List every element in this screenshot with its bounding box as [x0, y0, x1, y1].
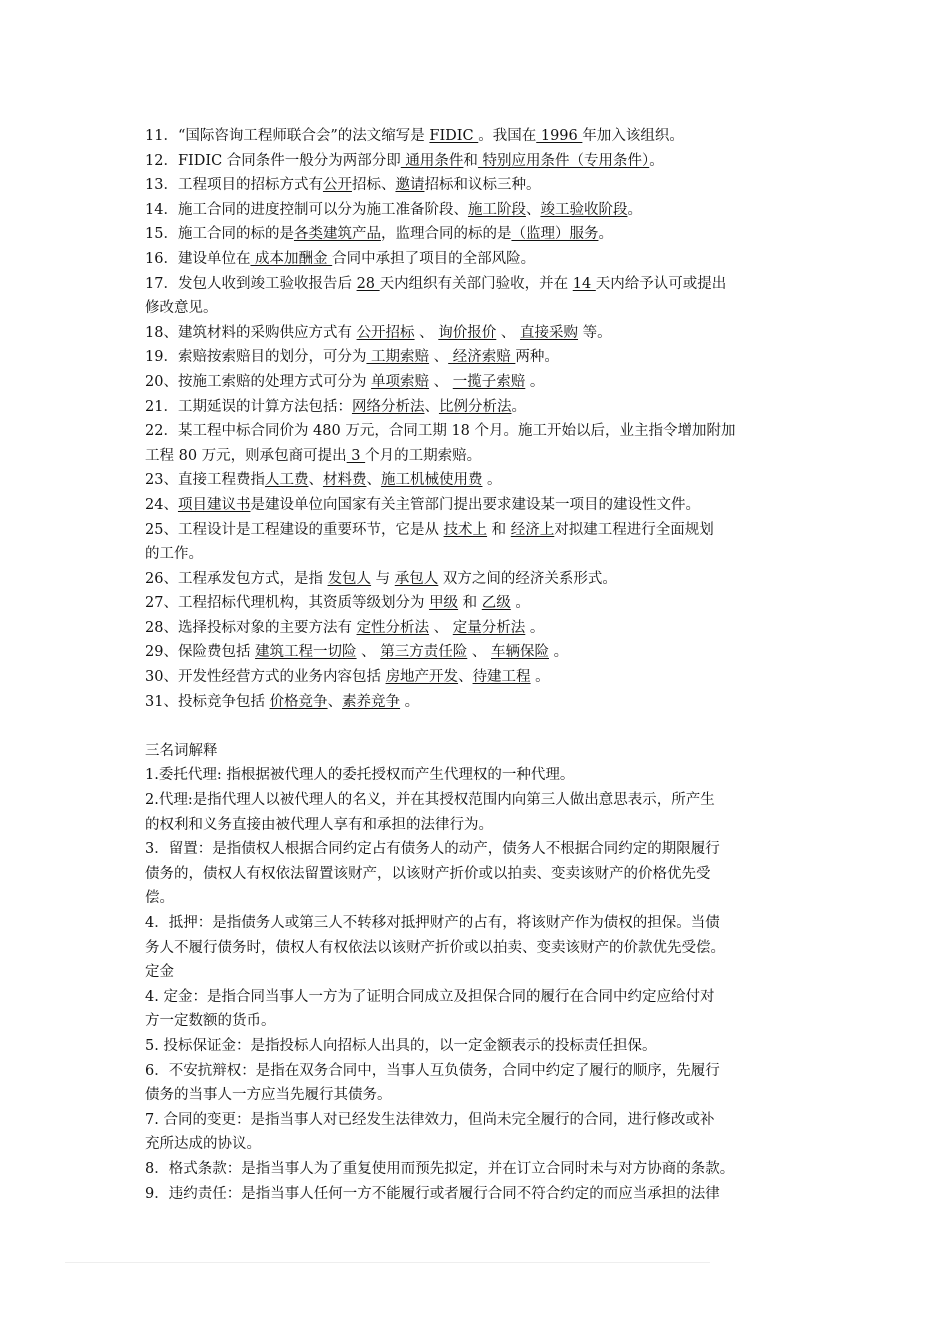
- question-text: 13．工程项目的招标方式有: [145, 177, 323, 194]
- definitions-list: [145, 763, 845, 1206]
- question-text: 16．建设单位在: [145, 250, 251, 267]
- question-text: 招标、: [351, 177, 396, 194]
- question-text: 修改意见。: [145, 300, 218, 317]
- definition-line: 6．不安抗辩权：是指在双务合同中，当事人互负债务，合同中约定了履行的顺序，先履行: [145, 1062, 720, 1079]
- answer-blank: 定性分析法: [356, 619, 430, 636]
- answer-blank: 1996: [536, 128, 583, 144]
- question-text: 招标和议标三种。: [424, 177, 541, 194]
- document-body: [145, 124, 845, 1206]
- question-text: 、: [414, 324, 439, 341]
- fill-in-line: [145, 370, 845, 395]
- answer-blank: 素养竞争: [342, 693, 401, 710]
- question-text: 31、投标竞争包括: [145, 693, 270, 710]
- definition-line: 充所达成的协议。: [145, 1136, 261, 1153]
- answer-blank: 人工费: [264, 472, 309, 489]
- answer-blank: 竣工验收阶段: [540, 201, 628, 218]
- fill-in-line: [145, 124, 845, 149]
- answer-blank: 直接采购: [520, 324, 578, 341]
- question-text: 20、按施工索赔的处理方式可分为: [145, 373, 372, 390]
- question-text: 28、选择投标对象的主要方法有: [145, 619, 357, 636]
- answer-blank: 承包人: [394, 570, 439, 587]
- answer-blank: 建筑工程一切险: [255, 644, 357, 661]
- question-text: 、: [356, 644, 381, 661]
- question-text: 、: [429, 619, 453, 636]
- definition-line: 7. 合同的变更：是指当事人对已经发生法律效力，但尚未完全履行的合同，进行修改或补: [145, 1111, 715, 1128]
- question-text: 22．某工程中标合同价为 480 万元，合同工期 18 个月。施工开始以后，业主指令增加附加: [145, 423, 736, 440]
- fill-in-line: [145, 444, 845, 469]
- definition-line: 方一定数额的货币。: [145, 1013, 276, 1030]
- answer-blank: 14: [572, 275, 596, 292]
- answer-blank: 定量分析法: [452, 619, 526, 636]
- fill-in-line: [145, 272, 845, 297]
- question-text: 17．发包人收到竣工验收报告后: [145, 275, 357, 292]
- answer-blank: 待建工程: [472, 669, 531, 686]
- answer-blank: 经济上: [510, 521, 555, 538]
- question-text: 18、建筑材料的采购供应方式有: [145, 324, 357, 341]
- question-text: 、: [327, 693, 343, 710]
- fill-in-line: [145, 419, 845, 444]
- question-text: 天内给予认可或提出: [595, 275, 727, 292]
- question-text: 23、直接工程费指: [145, 472, 265, 489]
- question-text: 的工作。: [145, 546, 203, 563]
- question-text: 、: [429, 373, 453, 390]
- definition-line: 偿。: [145, 890, 174, 907]
- question-text: 26、工程承发包方式，是指: [145, 570, 328, 587]
- question-text: 、: [308, 472, 323, 489]
- fill-in-line: [145, 173, 845, 198]
- definition-line: 5. 投标保证金：是指投标人向招标人出具的，以一定金额表示的投标责任担保。: [145, 1037, 657, 1054]
- answer-blank: 成本加酬金: [250, 250, 333, 267]
- definition-line: 债务的，债权人有权依法留置该财产，以该财产折价或以拍卖、变卖该财产的价格优先受: [145, 865, 711, 882]
- fill-in-line: [145, 321, 845, 346]
- answer-blank: 邀请: [395, 177, 425, 194]
- question-text: 和: [487, 521, 511, 538]
- question-text: 29、保险费包括: [145, 644, 256, 661]
- answer-blank: 甲级: [429, 595, 459, 612]
- question-text: 、: [496, 324, 520, 341]
- answer-blank: 公开招标: [356, 324, 415, 341]
- question-text: 。: [511, 398, 526, 415]
- answer-blank: 发包人: [327, 570, 372, 587]
- question-text: 个月的工期索赔。: [365, 447, 482, 464]
- question-text: 工程 80 万元，则承包商可提出: [145, 447, 347, 464]
- definition-line: 的权利和义务直接由被代理人享有和承担的法律行为。: [145, 816, 493, 833]
- answer-blank: 单项索赔: [371, 373, 430, 390]
- fill-in-line: [145, 493, 845, 518]
- question-text: 12．FIDIC 合同条件一般分为两部分即: [145, 152, 401, 169]
- answer-blank: 特别应用条件（专用条件）: [477, 152, 650, 169]
- fill-in-line: [145, 247, 845, 272]
- answer-blank: 材料费: [322, 472, 367, 489]
- fill-in-line: [145, 665, 845, 690]
- question-text: 、: [366, 472, 381, 489]
- question-text: 。: [598, 226, 613, 243]
- section-gap: [145, 714, 845, 739]
- answer-blank: 施工机械使用费: [380, 472, 483, 489]
- question-text: 19．索赔按索赔目的划分，可分为: [145, 349, 367, 366]
- question-text: 、: [458, 669, 473, 686]
- answer-blank: 各类建筑产品: [293, 226, 381, 243]
- answer-blank: 询价报价: [438, 324, 497, 341]
- answer-blank: 经济索赔: [448, 349, 516, 366]
- question-text: 年加入该组织。: [582, 128, 684, 144]
- answer-blank: 项目建议书: [177, 496, 251, 513]
- question-text: 双方之间的经济关系形式。: [438, 570, 617, 587]
- answer-blank: （监理）服务: [511, 226, 599, 243]
- footer-divider: [65, 1262, 710, 1263]
- question-text: 、: [467, 644, 491, 661]
- question-text: 。: [482, 472, 502, 489]
- question-text: 。: [627, 201, 642, 218]
- question-text: 对拟建工程进行全面规划: [554, 521, 714, 538]
- definition-line: 定金: [145, 964, 174, 981]
- definition-line: 3．留置：是指债权人根据合同约定占有债务人的动产，债务人不根据合同约定的期限履行: [145, 841, 720, 858]
- question-text: 、: [525, 201, 541, 218]
- question-text: 两种。: [515, 349, 559, 366]
- fill-in-line: [145, 198, 845, 223]
- question-text: 30、开发性经营方式的业务内容包括: [145, 669, 386, 686]
- answer-blank: 公开: [322, 177, 352, 194]
- definition-line: 务人不履行债务时，债权人有权依法以该财产折价或以拍卖、变卖该财产的价款优先受偿。: [145, 939, 725, 956]
- answer-blank: 网络分析法: [351, 398, 425, 415]
- fill-in-line: [145, 567, 845, 592]
- question-text: 、: [429, 349, 449, 366]
- question-text: 等。: [578, 324, 612, 341]
- question-text: 27、工程招标代理机构，其资质等级划分为: [145, 595, 430, 612]
- answer-blank: 通用条件: [400, 152, 464, 169]
- answer-blank: 工期索赔: [366, 349, 430, 366]
- fill-in-line: [145, 296, 845, 321]
- fill-in-line: [145, 468, 845, 493]
- answer-blank: 价格竞争: [269, 693, 328, 710]
- question-text: ，监理合同的标的是: [380, 226, 512, 243]
- question-text: 24、: [145, 496, 178, 513]
- definition-line: 债务的当事人一方应当先履行其债务。: [145, 1087, 392, 1104]
- answer-blank: 车辆保险: [491, 644, 549, 661]
- fill-in-line: [145, 616, 845, 641]
- answer-blank: 28: [356, 275, 380, 292]
- question-text: 。我国在: [478, 128, 537, 144]
- question-text: 和: [463, 152, 478, 169]
- fill-in-line: [145, 222, 845, 247]
- definition-line: 8．格式条款：是指当事人为了重复使用而预先拟定，并在订立合同时未与对方协商的条款。: [145, 1160, 735, 1177]
- question-text: 14．施工合同的进度控制可以分为施工准备阶段、: [145, 201, 468, 218]
- question-text: 15．施工合同的标的是: [145, 226, 294, 243]
- definition-line: 4．抵押：是指债务人或第三人不转移对抵押财产的占有，将该财产作为债权的担保。当债: [145, 915, 720, 931]
- answer-blank: 比例分析法: [438, 398, 512, 415]
- question-text: 21．工期延误的计算方法包括：: [145, 398, 352, 415]
- question-text: 11．“国际咨询工程师联合会”的法文缩写是: [145, 128, 430, 144]
- question-text: 。: [649, 152, 664, 169]
- answer-blank: FIDIC: [429, 128, 479, 144]
- definition-line: 9．违约责任：是指当事人任何一方不能履行或者履行合同不符合约定的而应当承担的法律: [145, 1185, 720, 1202]
- answer-blank: 技术上: [443, 521, 488, 538]
- section-title: 三名词解释: [145, 742, 218, 759]
- question-text: 。: [525, 619, 545, 636]
- question-text: 。: [510, 595, 530, 612]
- question-text: 。: [525, 373, 545, 390]
- definition-line: 1.委托代理: 指根据被代理人的委托授权而产生代理权的一种代理。: [145, 767, 575, 784]
- definition-line: 4. 定金：是指合同当事人一方为了证明合同成立及担保合同的履行在合同中约定应给付对: [145, 988, 715, 1005]
- answer-blank: 一揽子索赔: [452, 373, 526, 390]
- question-text: 与: [371, 570, 395, 587]
- fill-in-line: [145, 345, 845, 370]
- fill-in-line: [145, 640, 845, 665]
- answer-blank: 施工阶段: [467, 201, 526, 218]
- question-text: 和: [458, 595, 482, 612]
- fill-in-list: [145, 124, 845, 714]
- fill-in-line: [145, 395, 845, 420]
- fill-in-line: [145, 690, 845, 715]
- question-text: 天内组织有关部门验收，并在: [379, 275, 573, 292]
- question-text: 。: [549, 644, 569, 661]
- fill-in-line: [145, 518, 845, 543]
- answer-blank: 乙级: [481, 595, 511, 612]
- fill-in-line: [145, 591, 845, 616]
- question-text: 。: [530, 669, 550, 686]
- question-text: 合同中承担了项目的全部风险。: [332, 250, 536, 267]
- definition-line: 2.代理:是指代理人以被代理人的名义，并在其授权范围内向第三人做出意思表示，所产生: [145, 792, 715, 809]
- question-text: 、: [424, 398, 439, 415]
- answer-blank: 房地产开发: [385, 669, 459, 686]
- question-text: 25、工程设计是工程建设的重要环节，它是从: [145, 521, 444, 538]
- answer-blank: 第三方责任险: [380, 644, 468, 661]
- fill-in-line: [145, 542, 845, 567]
- question-text: 。: [400, 693, 420, 710]
- fill-in-line: [145, 149, 845, 174]
- question-text: 是建设单位向国家有关主管部门提出要求建设某一项目的建设性文件。: [250, 496, 700, 513]
- answer-blank: 3: [346, 447, 366, 464]
